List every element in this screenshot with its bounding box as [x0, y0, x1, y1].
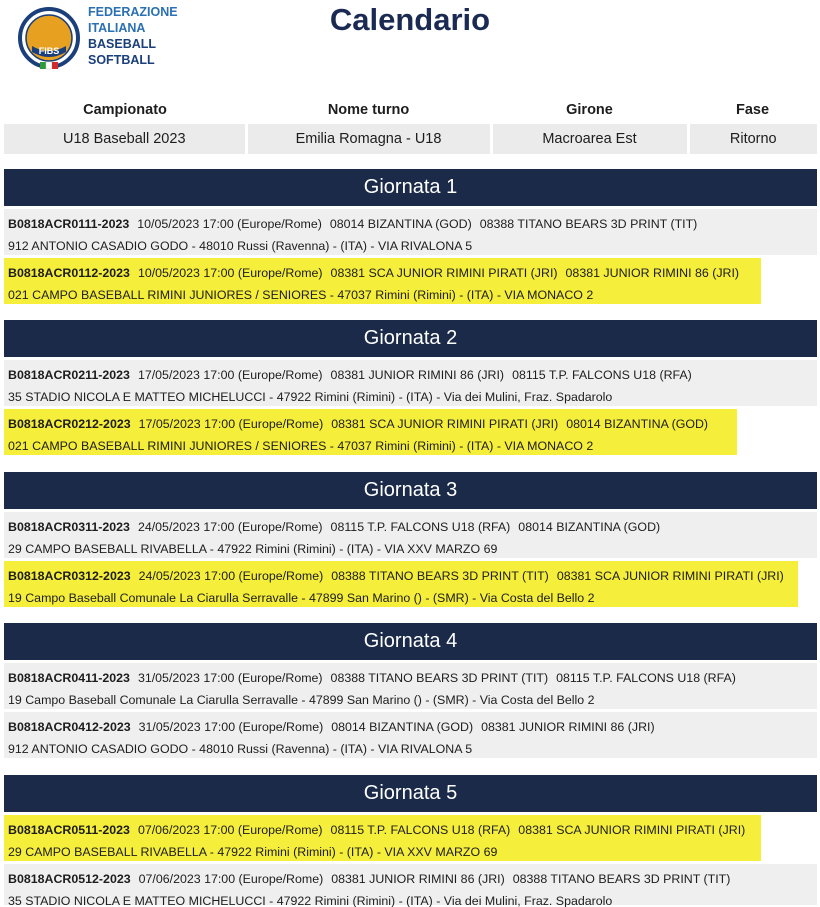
game-row[interactable]: [4, 864, 817, 905]
game-row[interactable]: [4, 512, 817, 558]
game-away-team: 08115 T.P. FALCONS U18 (RFA): [556, 671, 736, 685]
page-header: [0, 0, 820, 90]
org-line-3: BASEBALL: [88, 37, 157, 51]
game-venue: 29 CAMPO BASEBALL RIVABELLA - 47922 Rimini (Rimini) - (ITA) - VIA XXV MARZO 69: [8, 845, 498, 859]
round-4: [4, 623, 817, 758]
game-datetime: 17/05/2023 17:00 (Europe/Rome): [137, 368, 323, 382]
game-away-team: 08381 JUNIOR RIMINI 86 (JRI): [565, 266, 740, 280]
game-home-team: 08115 T.P. FALCONS U18 (RFA): [330, 520, 511, 534]
game-home-team: 08388 TITANO BEARS 3D PRINT (TIT): [331, 569, 549, 583]
game-venue: 19 Campo Baseball Comunale La Ciarulla Serravalle - 47899 San Marino () - (SMR) - Via Costa del Bello 2: [8, 591, 595, 605]
game-away-team: 08381 SCA JUNIOR RIMINI PIRATI (JRI): [556, 569, 784, 583]
game-datetime: 17/05/2023 17:00 (Europe/Rome): [138, 417, 324, 431]
game-home-team: 08014 BIZANTINA (GOD): [331, 720, 474, 734]
info-header-row: [4, 96, 817, 124]
round-5: [4, 775, 817, 905]
game-away-team: 08014 BIZANTINA (GOD): [566, 417, 709, 431]
game-datetime: 10/05/2023 17:00 (Europe/Rome): [137, 217, 322, 231]
game-row[interactable]: [4, 663, 817, 709]
org-line-2: ITALIANA: [88, 21, 146, 35]
game-code: B0818ACR0112-2023: [8, 266, 130, 280]
game-datetime: 10/05/2023 17:00 (Europe/Rome): [137, 266, 323, 280]
game-home-team: 08014 BIZANTINA (GOD): [329, 217, 472, 231]
game-home-team: 08388 TITANO BEARS 3D PRINT (TIT): [330, 671, 549, 685]
game-venue: 29 CAMPO BASEBALL RIVABELLA - 47922 Rimini (Rimini) - (ITA) - VIA XXV MARZO 69: [8, 542, 498, 556]
info-value-girone: Macroarea Est: [491, 124, 688, 154]
game-datetime: 07/06/2023 17:00 (Europe/Rome): [137, 823, 323, 837]
game-code: B0818ACR0312-2023: [8, 569, 131, 583]
game-home-team: 08115 T.P. FALCONS U18 (RFA): [330, 823, 511, 837]
game-venue: 912 ANTONIO CASADIO GODO - 48010 Russi (Ravenna) - (ITA) - VIA RIVALONA 5: [8, 742, 473, 756]
info-value-campionato: U18 Baseball 2023: [4, 124, 246, 154]
game-venue: 021 CAMPO BASEBALL RIMINI JUNIORES / SENIORES - 47037 Rimini (Rimini) - (ITA) - VIA MONACO 2: [8, 288, 594, 302]
game-datetime: 07/06/2023 17:00 (Europe/Rome): [138, 872, 324, 886]
game-code: B0818ACR0311-2023: [8, 520, 130, 534]
game-row-highlighted[interactable]: [4, 258, 761, 304]
game-datetime: 31/05/2023 17:00 (Europe/Rome): [137, 671, 323, 685]
game-code: B0818ACR0412-2023: [8, 720, 131, 734]
round-title: Giornata 2: [4, 320, 817, 357]
game-away-team: 08115 T.P. FALCONS U18 (RFA): [512, 368, 692, 382]
logo-text: FIBS: [38, 46, 60, 56]
round-2: [4, 320, 817, 455]
game-venue: 19 Campo Baseball Comunale La Ciarulla Serravalle - 47899 San Marino () - (SMR) - Via Costa del Bello 2: [8, 693, 595, 707]
championship-info-table: [4, 96, 817, 154]
round-title: Giornata 5: [4, 775, 817, 812]
game-away-team: 08381 SCA JUNIOR RIMINI PIRATI (JRI): [518, 823, 746, 837]
page-title: Calendario: [329, 2, 491, 37]
info-header-girone: Girone: [491, 96, 688, 124]
game-row-highlighted[interactable]: [4, 409, 737, 455]
game-row[interactable]: [4, 360, 817, 406]
org-line-4: SOFTBALL: [88, 53, 155, 67]
game-row[interactable]: [4, 209, 817, 255]
org-line-1: FEDERAZIONE: [88, 5, 178, 19]
game-code: B0818ACR0512-2023: [8, 872, 131, 886]
info-value-fase: Ritorno: [688, 124, 817, 154]
game-venue: 021 CAMPO BASEBALL RIMINI JUNIORES / SENIORES - 47037 Rimini (Rimini) - (ITA) - VIA MONACO 2: [8, 439, 594, 453]
game-code: B0818ACR0212-2023: [8, 417, 131, 431]
round-title: Giornata 4: [4, 623, 817, 660]
game-home-team: 08381 JUNIOR RIMINI 86 (JRI): [331, 872, 505, 886]
game-venue: 35 STADIO NICOLA E MATTEO MICHELUCCI - 47922 Rimini (Rimini) - (ITA) - Via dei Mulini, Fraz. Spadarolo: [8, 894, 613, 907]
game-row-highlighted[interactable]: [4, 561, 798, 607]
round-title: Giornata 3: [4, 472, 817, 509]
game-away-team: 08388 TITANO BEARS 3D PRINT (TIT): [512, 872, 731, 886]
game-home-team: 08381 SCA JUNIOR RIMINI PIRATI (JRI): [331, 417, 559, 431]
info-header-nome-turno: Nome turno: [246, 96, 491, 124]
game-code: B0818ACR0111-2023: [8, 217, 130, 231]
game-datetime: 24/05/2023 17:00 (Europe/Rome): [138, 569, 324, 583]
round-title: Giornata 1: [4, 169, 817, 206]
info-header-campionato: Campionato: [4, 96, 246, 124]
game-code: B0818ACR0411-2023: [8, 671, 130, 685]
game-away-team: 08388 TITANO BEARS 3D PRINT (TIT): [479, 217, 698, 231]
game-home-team: 08381 JUNIOR RIMINI 86 (JRI): [330, 368, 505, 382]
game-datetime: 24/05/2023 17:00 (Europe/Rome): [137, 520, 323, 534]
game-row[interactable]: [4, 712, 817, 758]
game-venue: 35 STADIO NICOLA E MATTEO MICHELUCCI - 47922 Rimini (Rimini) - (ITA) - Via dei Mulini, Fraz. Spadarolo: [8, 390, 613, 404]
info-value-nome-turno: Emilia Romagna - U18: [246, 124, 491, 154]
game-code: B0818ACR0511-2023: [8, 823, 130, 837]
game-away-team: 08381 JUNIOR RIMINI 86 (JRI): [481, 720, 655, 734]
game-venue: 912 ANTONIO CASADIO GODO - 48010 Russi (Ravenna) - (ITA) - VIA RIVALONA 5: [8, 239, 473, 253]
info-header-fase: Fase: [688, 96, 817, 124]
game-datetime: 31/05/2023 17:00 (Europe/Rome): [138, 720, 324, 734]
info-value-row: [4, 124, 817, 154]
round-1: [4, 169, 817, 304]
game-home-team: 08381 SCA JUNIOR RIMINI PIRATI (JRI): [330, 266, 558, 280]
game-away-team: 08014 BIZANTINA (GOD): [518, 520, 661, 534]
round-3: [4, 472, 817, 607]
game-code: B0818ACR0211-2023: [8, 368, 130, 382]
game-row-highlighted[interactable]: [4, 815, 761, 861]
